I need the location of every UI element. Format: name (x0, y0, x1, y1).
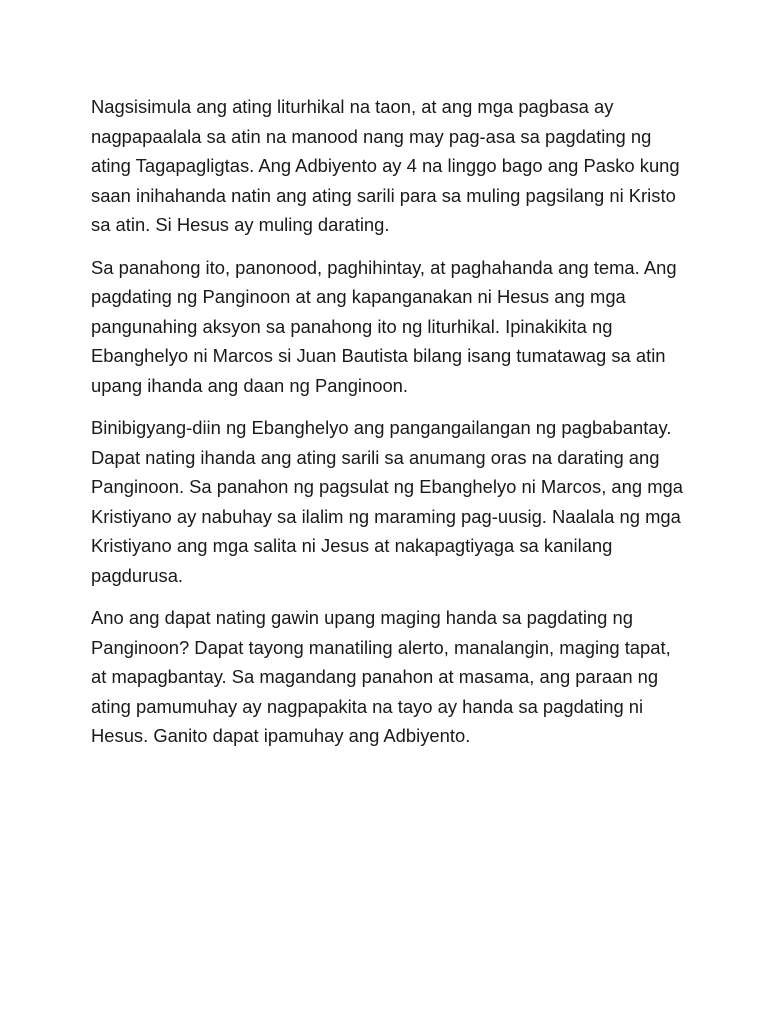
paragraph-1: Nagsisimula ang ating liturhikal na taon, at ang mga pagbasa ay nagpapaalala sa atin na manood nang may pag-asa sa pagdating ng ating Tagapagligtas. Ang Adbiyento ay 4 na linggo bago ang Pasko kung saan inihahanda natin ang ating sarili para sa muling pagsilang ni Kristo sa atin. Si Hesus ay muling darating. (91, 96, 680, 235)
paragraph-3: Binibigyang-diin ng Ebanghelyo ang pangangailangan ng pagbabantay. Dapat nating ihanda ang ating sarili sa anumang oras na darating ang Panginoon. Sa panahon ng pagsulat ng Ebanghelyo ni Marcos, ang mga Kristiyano ay nabuhay sa ilalim ng maraming pag-uusig. Naalala ng mga Kristiyano ang mga salita ni Jesus at nakapagtiyaga sa kanilang pagdurusa. (91, 417, 684, 586)
paragraph-2: Sa panahong ito, panonood, paghihintay, at paghahanda ang tema. Ang pagdating ng Panginoon at ang kapanganakan ni Hesus ang mga pangunahing aksyon sa panahong ito ng liturhikal. Ipinakikita ng Ebanghelyo ni Marcos si Juan Bautista bilang isang tumatawag sa atin upang ihanda ang daan ng Panginoon. (91, 256, 677, 396)
paragraph-4: Ano ang dapat nating gawin upang maging handa sa pagdating ng Panginoon? Dapat tayong manatiling alerto, manalangin, maging tapat, at mapagbantay. Sa magandang panahon at masama, ang paraan ng ating pamumuhay ay nagpapakita na tayo ay handa sa pagdating ni Hesus. Ganito dapat ipamuhay ang Adbiyento. (91, 607, 671, 746)
